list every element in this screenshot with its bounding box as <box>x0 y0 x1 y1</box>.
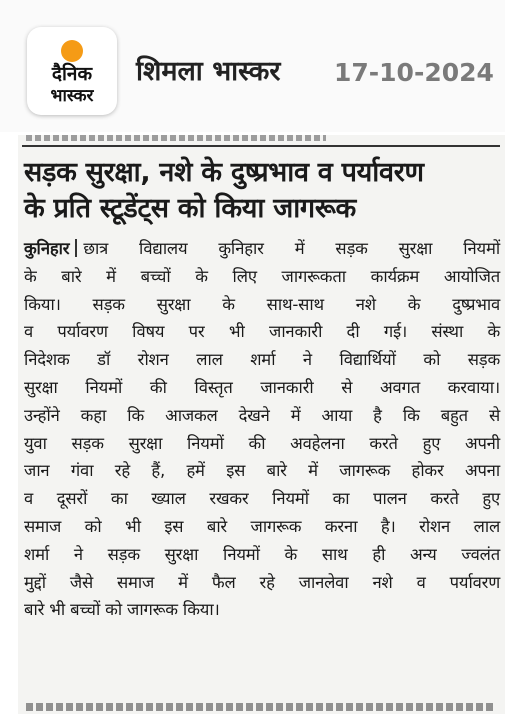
body-line: निदेशक डॉ रोशन लाल शर्मा ने विद्यार्थियों को सड़क <box>24 350 500 370</box>
body-line: व पर्यावरण विषय पर भी जानकारी दी गई। संस्था के <box>24 322 500 342</box>
body-line: बारे भी बच्चों को जागरूक किया। <box>24 600 220 620</box>
edition-date: 17-10-2024 <box>334 58 494 87</box>
edition-title: शिमला भास्कर <box>136 56 281 87</box>
column-rule <box>22 145 500 147</box>
headline-line: सड़क सुरक्षा, नशे के दुष्प्रभाव व पर्यावरण <box>24 157 424 188</box>
app-header <box>0 0 505 132</box>
body-line-text: छात्र विद्यालय कुनिहार में सड़क सुरक्षा नियमों <box>83 239 500 258</box>
body-line: के बारे में बच्चों के लिए जागरूकता कार्यक्रम आयोजित <box>24 266 500 286</box>
body-line: व दूसरों का ख्याल रखकर नियमों का पालन करते हुए <box>24 489 500 509</box>
dainik-bhaskar-logo[interactable] <box>27 27 117 115</box>
body-line: मुद्दों जैसे समाज में फैल रहे जानलेवा नशे व पर्यावरण <box>24 572 500 592</box>
body-line: सुरक्षा नियमों की विस्तृत जानकारी से अवगत करवाया। <box>24 377 500 397</box>
sun-icon <box>61 40 83 62</box>
body-line: समाज को भी इस बारे जागरूक करना है। रोशन लाल <box>24 516 500 536</box>
logo-line-2: भास्कर <box>50 86 94 106</box>
body-line: युवा सड़क सुरक्षा नियमों की अवहेलना करते हुए अपनी <box>24 433 500 453</box>
newspaper-clipping <box>18 135 505 714</box>
body-line: जान गंवा रहे हैं, हमें इस बारे में जागरूक होकर अपना <box>24 461 500 481</box>
body-line <box>24 235 500 263</box>
dateline-separator <box>75 239 77 257</box>
dateline-place: कुनिहार <box>24 239 70 258</box>
headline-line: के प्रति स्टूडेंट्स को किया जागरूक <box>24 193 356 224</box>
cut-text-fragment-top <box>26 135 326 141</box>
body-line: शर्मा ने सड़क सुरक्षा नियमों के साथ ही अन्य ज्वलंत <box>24 544 500 564</box>
article-body <box>24 235 500 624</box>
article-headline <box>24 155 500 227</box>
cut-text-fragment-bottom <box>26 703 496 711</box>
body-line: किया। सड़क सुरक्षा के साथ-साथ नशे के दुष्प्रभाव <box>24 294 500 314</box>
logo-line-1: दैनिक <box>51 63 93 85</box>
body-line: उन्होंने कहा कि आजकल देखने में आया है कि बहुत से <box>24 405 500 425</box>
